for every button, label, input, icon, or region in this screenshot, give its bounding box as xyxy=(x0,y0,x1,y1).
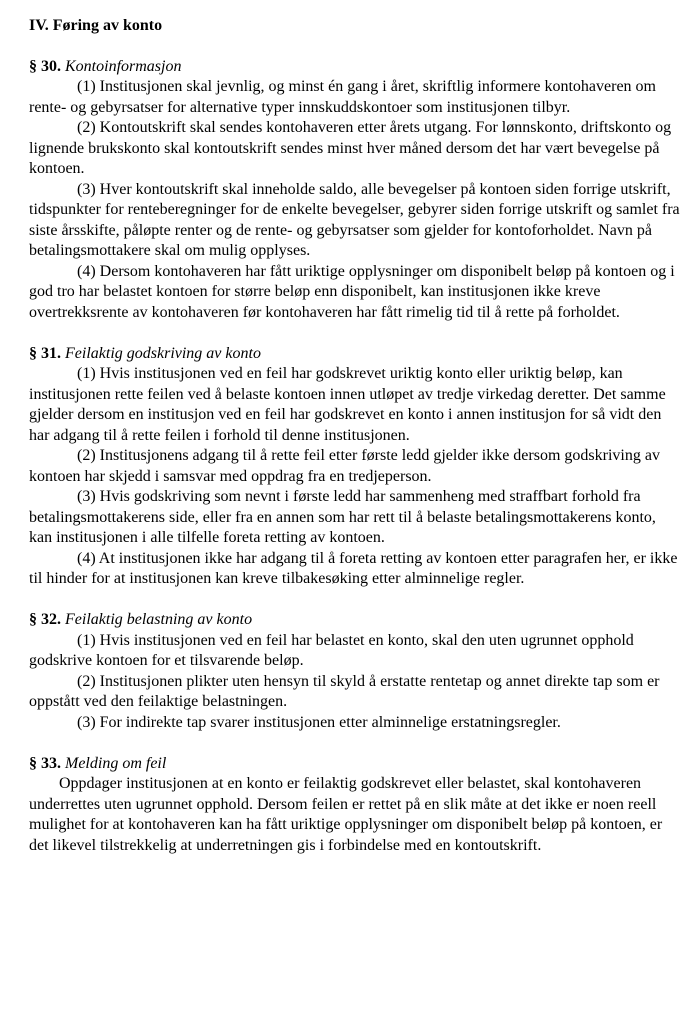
section-heading xyxy=(29,754,680,775)
section-paragraph: (3) Hvis godskriving som nevnt i første ledd har sammenheng med straffbart forhold fra betalingsmottakerens side, eller fra en annen som har rett til å belaste betalingsmottakerens konto, kan institusjonen i alle tilfelle foreta retting av kontoen. xyxy=(29,488,656,546)
section-paragraph: (4) Dersom kontohaveren har fått uriktige opplysninger om disponibelt beløp på kontoen og i god tro har belastet kontoen for større beløp enn disponibelt, kan institusjonen ikke kreve overtrekksrente av kontohaveren før kontohaveren har fått rimelig tid til å rette på forholdet. xyxy=(29,262,675,321)
section-paragraph: (2) Institusjonen plikter uten hensyn til skyld å erstatte rentetap og annet direkte tap som er oppstått ved den feilaktige belastningen. xyxy=(29,672,660,710)
section-heading xyxy=(29,610,680,631)
section-heading xyxy=(29,344,680,365)
section-paragraph: (4) At institusjonen ikke har adgang til å foreta retting av kontoen etter paragrafen her, er ikke til hinder for at institusjonen kan kreve tilbakesøking etter alminnelige regler. xyxy=(29,549,678,587)
section-title: Melding om feil xyxy=(65,754,167,772)
section-31 xyxy=(29,344,680,590)
section-heading xyxy=(29,57,680,78)
chapter-heading: IV. Føring av konto xyxy=(29,17,163,34)
section-number: § 33. xyxy=(29,754,61,772)
section-paragraph: (1) Hvis institusjonen ved en feil har godskrevet uriktig konto eller uriktig beløp, kan institusjonen rette feilen ved å belaste kontoen innen utløpet av tredje virkedag deretter. Det samme gjelder dersom en institusjon ved en feil har godskrevet en konto i annen institusjon for så vidt den har adgang til å rette feilen i forhold til denne institusjonen. xyxy=(29,365,666,444)
section-33 xyxy=(29,754,680,857)
sections-container xyxy=(29,57,680,857)
section-paragraph: (3) For indirekte tap svarer institusjonen etter alminnelige erstatningsregler. xyxy=(77,713,561,731)
section-number: § 31. xyxy=(29,344,61,362)
section-32 xyxy=(29,610,680,733)
section-paragraph: (2) Kontoutskrift skal sendes kontohaveren etter årets utgang. For lønnskonto, driftskonto og lignende brukskonto skal kontoutskrift sendes minst hver måned dersom det har vært bevegelse på kontoen. xyxy=(29,119,672,177)
section-number: § 30. xyxy=(29,57,61,75)
section-paragraph: (3) Hver kontoutskrift skal inneholde saldo, alle bevegelser på kontoen siden forrige utskrift, tidspunkter for renteberegninger for de enkelte bevegelser, gebyrer siden forrige utskrift og samlet fra siste årsskifte, påløpte renter og de rente- og gebyrsatser som gjelder for kontoforholdet. Navn på betalingsmottakere skal om mulig opplyses. xyxy=(29,180,680,259)
section-paragraph: (1) Institusjonen skal jevnlig, og minst én gang i året, skriftlig informere kontohaveren om rente- og gebyrsatser for alternative typer innskuddskontoer som institusjonen tilbyr. xyxy=(29,78,656,116)
section-paragraph: (1) Hvis institusjonen ved en feil har belastet en konto, skal den uten ugrunnet opphold godskrive kontoen for et tilsvarende beløp. xyxy=(29,631,634,669)
section-title: Feilaktig godskriving av konto xyxy=(65,344,261,362)
section-title: Kontoinformasjon xyxy=(65,57,182,75)
section-number: § 32. xyxy=(29,611,61,628)
section-paragraph: Oppdager institusjonen at en konto er feilaktig godskrevet eller belastet, skal kontohaveren underrettes uten ugrunnet opphold. Dersom feilen er rettet på en slik måte at det ikke er noen reell mulighet for at kontohaveren kan ha fått uriktige opplysninger om disponibelt beløp på kontoen, er det likevel tilstrekkelig at underretningen gis i forbindelse med en kontoutskrift. xyxy=(29,775,663,854)
section-paragraph: (2) Institusjonens adgang til å rette feil etter første ledd gjelder ikke dersom godskriving av kontoen har skjedd i samsvar med oppdrag fra en tredjeperson. xyxy=(29,447,660,485)
section-title: Feilaktig belastning av konto xyxy=(65,611,253,628)
section-30 xyxy=(29,57,680,324)
